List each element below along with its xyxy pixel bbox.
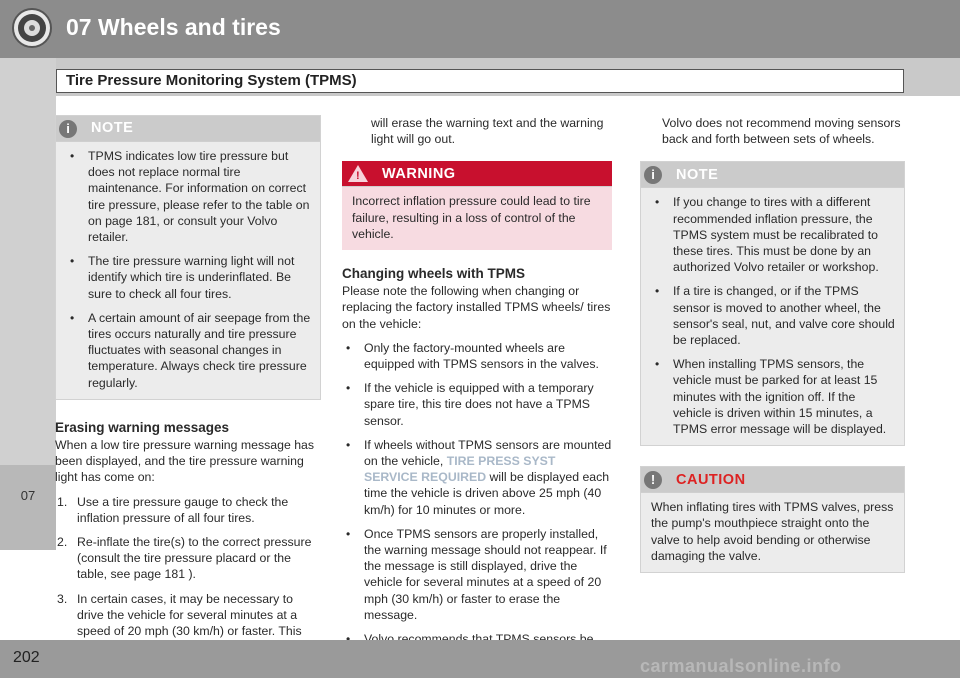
exclamation-icon: ! [644, 471, 662, 489]
caution-body: When inflating tires with TPMS valves, press the pump's mouthpiece straight onto the valve to help avoid bending or otherwise damaging the valve. [651, 500, 894, 563]
note-box [55, 115, 321, 400]
note-box [640, 161, 905, 446]
column-2 [342, 115, 612, 663]
paragraph: When a low tire pressure warning message has been displayed, and the tire pressure warning light has come on: [55, 438, 315, 485]
column-1 [55, 115, 321, 647]
list-item: • TPMS indicates low tire pressure but does not replace normal tire maintenance. For information on correct tire pressure, please refer to the table on on page 181, or consult your Volvo retailer. [70, 149, 310, 245]
section-heading: Changing wheels with TPMS [342, 266, 526, 282]
caution-header [641, 467, 904, 493]
list-item: • Only the factory-mounted wheels are equipped with TPMS sensors in the valves. [346, 340, 599, 372]
warning-box [342, 161, 612, 250]
warning-header [342, 161, 612, 187]
warning-triangle-icon: ! [348, 165, 368, 182]
section-heading: Erasing warning messages [55, 419, 230, 435]
caution-box [640, 466, 905, 573]
section-title: Tire Pressure Monitoring System (TPMS) [66, 72, 357, 89]
list-item: • If the vehicle is equipped with a temporary spare tire, this tire does not have a TPMS sensor. [346, 381, 594, 428]
page-number: 202 [13, 649, 40, 666]
info-icon: i [644, 166, 662, 184]
note-title: NOTE [91, 120, 134, 137]
chapter-title: 07 Wheels and tires [66, 14, 281, 40]
warning-title: WARNING [382, 165, 456, 182]
tire-icon [12, 8, 52, 48]
section-title-box [56, 69, 904, 93]
note-title: NOTE [676, 166, 719, 183]
list-item: • If you change to tires with a different recommended inflation pressure, the TPMS system must be recalibrated to these tires. This must be done by an authorized Volvo retailer or workshop. [655, 195, 879, 275]
caution-title: CAUTION [676, 471, 746, 488]
list-item: • Once TPMS sensors are properly installed, the warning message should not reappear. If the message is still displayed, drive the vehicle for several minutes at a speed of 20 mph (30 km/h) or faster to erase the message. [346, 526, 607, 622]
paragraph: Please note the following when changing or replacing the factory installed TPMS wheels/ tires on the vehicle: [342, 284, 611, 331]
note-header [56, 116, 320, 142]
warning-body: Incorrect inflation pressure could lead to tire failure, resulting in a loss of control of the vehicle. [342, 187, 612, 250]
note-body [641, 188, 904, 445]
note-header [641, 162, 904, 188]
list-item: • If wheels without TPMS sensors are mounted on the vehicle, TIRE PRESS SYST SERVICE REQUIRED will be displayed each time the vehicle is driven above 25 mph (40 km/h) for 10 minutes or more. [346, 437, 612, 517]
list-item: • If a tire is changed, or if the TPMS sensor is moved to another wheel, the sensor's seal, nut, and valve core should be replaced. [655, 284, 895, 348]
list-item: • When installing TPMS sensors, the vehicle must be parked for at least 15 minutes with the ignition off. If the vehicle is driven within 15 minutes, a TPMS error message will be displayed. [655, 357, 887, 437]
paragraph: will erase the warning text and the warning light will go out. [371, 116, 604, 147]
watermark: carmanualsonline.info [640, 656, 842, 676]
list-item: 2. Re-inflate the tire(s) to the correct pressure (consult the tire pressure placard or the table, see page 181 ). [57, 535, 312, 582]
list-item: • The tire pressure warning light will not identify which tire is underinflated. Be sure to check all four tires. [70, 254, 295, 301]
column-3 [640, 115, 905, 573]
chapter-tab-label: 07 [20, 488, 36, 503]
list-item: • A certain amount of air seepage from the tires occurs naturally and tire pressure fluctuates with seasonal changes in temperature. Always check tire pressure regularly. [70, 310, 311, 390]
list-item: 3. In certain cases, it may be necessary to drive the vehicle for several minutes at a speed of 20 mph (30 km/h) or faster. This [57, 591, 302, 639]
paragraph: Volvo does not recommend moving sensors back and forth between sets of wheels. [662, 116, 901, 147]
chapter-tab [0, 465, 56, 550]
list-item: 1. Use a tire pressure gauge to check the inflation pressure of all four tires. [57, 494, 289, 525]
display-message-text: TIRE PRESS SYST SERVICE REQUIRED [364, 454, 556, 485]
note-body [56, 142, 320, 399]
info-icon: i [59, 120, 77, 138]
